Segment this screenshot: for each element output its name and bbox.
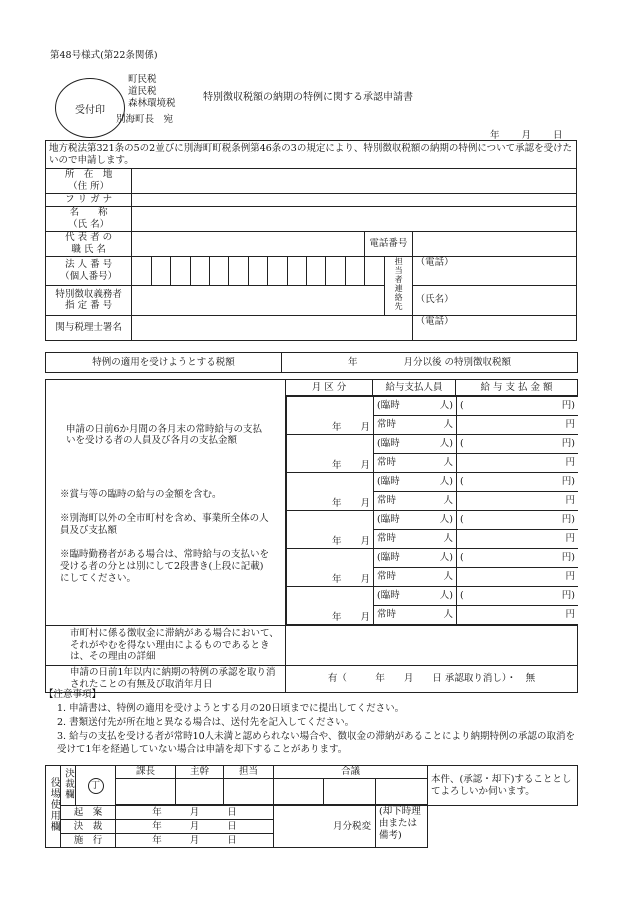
accountant-label: 関与税理士署名 [46,315,132,340]
digit-cell[interactable] [132,256,151,285]
rep-label: 代 表 者 の 職 氏 名 [46,231,132,256]
month-rows [286,396,578,626]
furigana-field[interactable] [132,193,577,206]
digit-cell[interactable] [306,256,325,285]
seal-cell[interactable] [176,779,224,805]
header-amount: 給 与 支 払 金 額 [456,380,578,396]
temp-count[interactable]: (臨時 人) [374,549,457,568]
digit-cell[interactable] [287,256,306,285]
digit-cell[interactable] [190,256,209,285]
office-table [45,765,578,848]
row-kessai: 決 裁 [61,820,116,834]
header-month: 月 区 分 [286,380,373,396]
temp-amount[interactable]: ( 円) [457,511,578,530]
tax-list [128,74,176,110]
regular-amount[interactable]: 円 [457,492,578,511]
month-cell[interactable]: 年 月 [287,587,374,625]
regular-count[interactable]: 常時 人 [374,568,457,587]
col-kacho: 課長 [116,766,176,779]
approval-text: 本件、(承認・却下)することとしてよろしいか伺います。 [428,766,578,806]
corp-no-label: 法 人 番 号 （個人番号） [46,256,132,285]
temp-count[interactable]: (臨時 人) [374,435,457,454]
regular-amount[interactable]: 円 [457,454,578,473]
payroll-table [45,379,578,693]
delinquency-label: 市町村に係る徴収金に滞納がある場合において、それがやむを得ない理由によるものであるときは、その理由の詳細 [46,626,286,666]
regular-count[interactable]: 常時 人 [374,606,457,625]
seal-cell[interactable] [224,779,274,805]
seal-cell[interactable] [274,779,324,805]
apply-table [45,352,578,373]
regular-amount[interactable]: 円 [457,530,578,549]
seal-cell[interactable] [116,779,176,805]
reception-stamp: 受付印 [55,78,125,138]
row-shiko: 施 行 [61,834,116,848]
temp-amount[interactable]: ( 円) [457,473,578,492]
tax-item: 町民税 [128,74,157,85]
digit-cell[interactable] [365,256,384,285]
note-item: 1. 申請書は、特例の適用を受けようとする月の20日頃までに提出してください。 [57,703,405,714]
contact-phone: （電話） [412,256,576,285]
digit-cell[interactable] [209,256,228,285]
contact-label: 担当者連絡先 [394,256,404,311]
regular-count[interactable]: 常時 人 [374,416,457,435]
temp-count[interactable]: (臨時 人) [374,397,457,416]
revocation-label: 申請の日前1年以内に納期の特例の承認を取り消されたことの有無及び取消年月日 [46,666,286,693]
applicant-table [45,140,577,341]
notes-title: 【注意事項】 [44,689,102,700]
note-item: 2. 書類送付先が所在地と異なる場合は、送付先を記入してください。 [57,717,355,728]
regular-amount[interactable]: 円 [457,416,578,435]
regular-amount[interactable]: 円 [457,606,578,625]
address-field[interactable] [132,169,577,194]
intro-text: 地方税法第321条の5の2並びに別海町町税条例第46条の3の規定により、特別徴収税額の納期の特例について承認を受けたいので申請します。 [46,141,577,169]
month-cell[interactable]: 年 月 [287,549,374,587]
date-field[interactable]: 年 月 日 [116,806,274,820]
regular-amount[interactable]: 円 [457,568,578,587]
digit-cell[interactable] [229,256,248,285]
contact-name: （氏名） [412,286,576,315]
temp-count[interactable]: (臨時 人) [374,473,457,492]
seal-icon: 丁 [88,778,104,794]
payroll-instructions: 申請の日前6か月間の各月末の常時給与の支払いを受ける者の人員及び各月の支払金額 ※賞与等の臨時の給与の金額を含む。 ※別海町以外の全市町村を含め、事業所全体の人員及び支払額 ※臨時勤務者がある場合は、常時給与の支払いを受ける者の分とは別にして2段書き(上段に記載)にしてください。 [46,396,286,626]
name-field[interactable] [132,206,577,231]
date-field[interactable]: 年 月 日 [116,834,274,848]
note-item: 3. 給与の支払を受ける者が常時10人未満と認められない場合や、徴収金の滞納があることにより納期特例の承認の取消を受けて1年を経過していない場合は申請を却下することがあります。 [57,731,575,755]
kessai-label: 決裁欄 [62,767,74,800]
name-label: 名 称 （氏 名） [46,206,132,231]
regular-count[interactable]: 常時 人 [374,530,457,549]
address-label: 所 在 地 （住 所） [46,169,132,194]
form-number: 第48号様式(第22条関係) [50,50,158,61]
designated-no-field[interactable] [132,286,384,315]
regular-count[interactable]: 常時 人 [374,492,457,511]
remarks: (却下時理由または備考) [376,806,428,848]
temp-amount[interactable]: ( 円) [457,397,578,416]
month-cell[interactable]: 年 月 [287,473,374,511]
seal-cell[interactable] [324,779,376,805]
digit-cell[interactable] [268,256,287,285]
month-grid [286,396,578,625]
col-aigi: 合議 [274,766,428,779]
phone-label: 電話番号 [365,231,412,256]
month-cell[interactable]: 年 月 [287,511,374,549]
temp-amount[interactable]: ( 円) [457,435,578,454]
col-shukan: 主幹 [176,766,224,779]
document-title: 特別徴収税額の納期の特例に関する承認申請書 [203,92,413,103]
apply-label: 特例の適用を受けようとする税額 [46,353,282,373]
apply-value[interactable]: 年 月分以後 の特別徴収税額 [282,353,578,373]
tax-item: 道民税 [128,86,157,97]
digit-cell[interactable] [151,256,170,285]
digit-cell[interactable] [248,256,267,285]
furigana-label: フ リ ガ ナ [46,193,132,206]
date-field[interactable]: 年 月 日 [116,820,274,834]
accountant-phone: （電話） [412,315,576,340]
regular-count[interactable]: 常時 人 [374,454,457,473]
tax-item: 森林環境税 [128,98,176,109]
office-side-label: 役場使用欄 [48,777,60,833]
header-persons: 給与支払人員 [373,380,456,396]
accountant-field[interactable] [132,315,412,340]
month-cell[interactable]: 年 月 [287,397,374,435]
digit-cell[interactable] [171,256,190,285]
delinquency-field[interactable] [286,626,578,666]
temp-count[interactable]: (臨時 人) [374,587,457,606]
revocation-value[interactable]: 有（ 年 月 日 承認取り消し）・ 無 [286,666,578,693]
col-tanto: 担当 [224,766,274,779]
date-header: 年 月 日 [490,130,563,141]
rep-field[interactable] [132,231,365,256]
digit-cell[interactable] [326,256,345,285]
addressee: 別海町長 宛 [116,114,174,125]
seal-cell[interactable] [376,779,428,805]
temp-count[interactable]: (臨時 人) [374,511,457,530]
digit-cell[interactable] [345,256,364,285]
temp-amount[interactable]: ( 円) [457,549,578,568]
designated-no-label: 特別徴収義務者 指 定 番 号 [46,286,132,315]
month-cell[interactable]: 年 月 [287,435,374,473]
row-kian: 起 案 [61,806,116,820]
phone-field[interactable] [412,231,576,256]
monthly-change: 月分税変 [274,806,376,848]
temp-amount[interactable]: ( 円) [457,587,578,606]
